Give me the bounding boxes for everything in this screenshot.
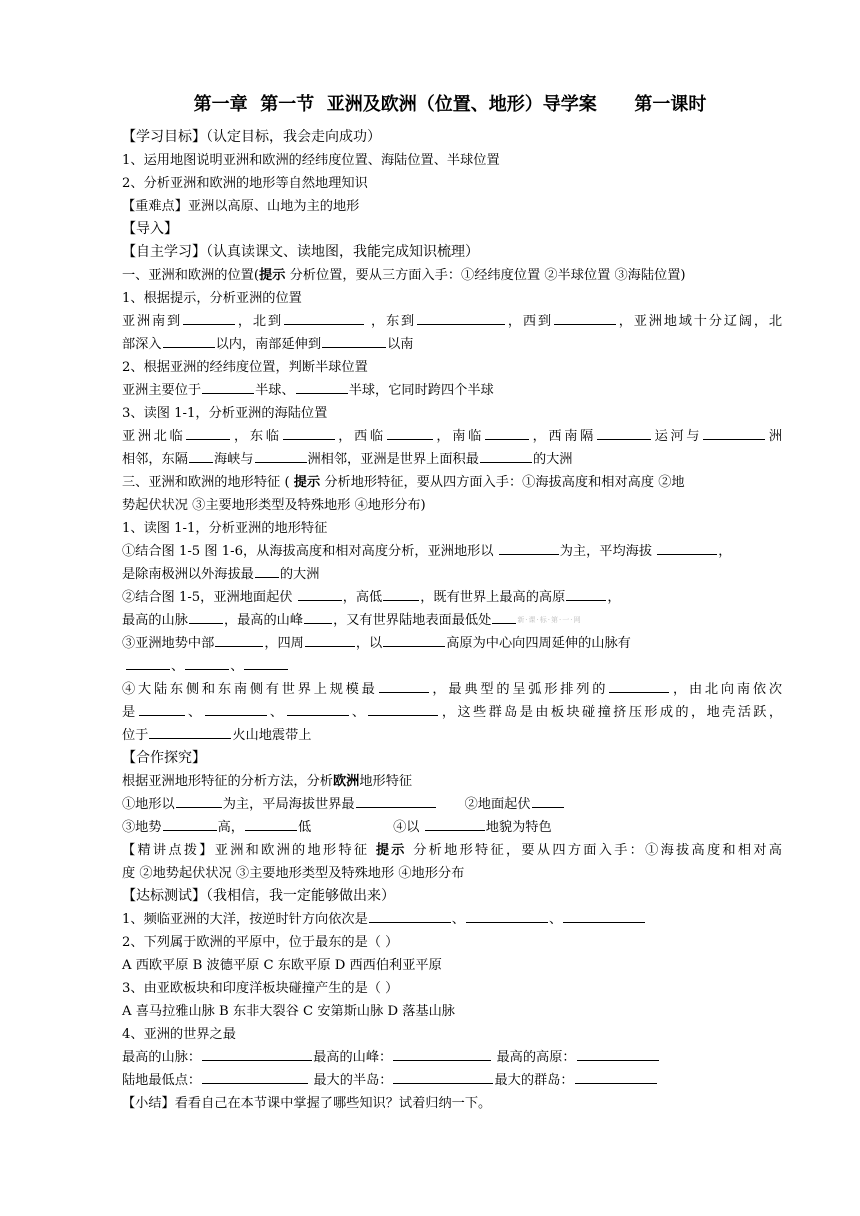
text-span: ， — [607, 590, 621, 605]
text-span: 是 — [122, 705, 138, 720]
text-span: 的大洲 — [279, 567, 320, 582]
test-question-4: 4、亚洲的世界之最 — [122, 1027, 236, 1042]
text-span: ，东临 — [231, 429, 282, 444]
text-span: 最大的半岛： — [309, 1073, 393, 1088]
blank-field[interactable] — [163, 816, 217, 831]
text-span: ，西临 — [335, 429, 386, 444]
text-span: 分析地形特征，要从四方面入手：①海拔高度和相对高度 ②地 — [320, 475, 685, 490]
blank-field[interactable] — [356, 793, 436, 808]
text-span: ，又有世界陆地表面最低处 — [333, 613, 492, 628]
page-title: 第一章 第一节 亚洲及欧洲（位置、地形）导学案 第一课时 — [193, 94, 707, 115]
blank-field[interactable] — [393, 1046, 491, 1061]
blank-field[interactable] — [657, 540, 717, 555]
text-span: 、 — [548, 912, 563, 927]
text-span: 为主，平局海拔世界最 — [222, 797, 355, 812]
text-span: 高原为中心向四周延伸的山脉有 — [446, 636, 631, 651]
cooperation-item-2 — [122, 816, 782, 839]
test-question-3-options: A 喜马拉雅山脉 B 东非大裂谷 C 安第斯山脉 D 落基山脉 — [122, 1004, 455, 1019]
question-2: 2、根据亚洲的经纬度位置，判断半球位置 — [122, 360, 368, 375]
landform-item-2-cont — [122, 609, 782, 632]
text-span: ，既有世界上最高的高原 — [420, 590, 566, 605]
text-span: 三、亚洲和欧洲的地形特征 ( — [122, 475, 294, 490]
blank-field[interactable] — [305, 632, 355, 647]
text-span: 半球，它同时跨四个半球 — [348, 383, 494, 398]
text-span: 一、亚洲和欧洲的位置( — [122, 268, 260, 283]
blank-field[interactable] — [183, 310, 235, 325]
text-span: ，最高的山峰 — [223, 613, 304, 628]
text-span: 洲相邻，亚洲是世界上面积最 — [307, 452, 479, 467]
text-span: ，西到 — [506, 314, 553, 329]
blank-field[interactable] — [139, 701, 185, 716]
blank-field[interactable] — [703, 425, 765, 440]
blank-field[interactable] — [126, 655, 170, 670]
goal-1: 1、运用地图说明亚洲和欧洲的经纬度位置、海陆位置、半球位置 — [122, 153, 500, 168]
question-3-line-b — [122, 448, 782, 471]
text-span: 是除南极洲以外海拔最 — [122, 567, 254, 582]
text-span: ，四周 — [264, 636, 304, 651]
blank-field[interactable] — [189, 448, 213, 463]
blank-field[interactable] — [577, 1046, 659, 1061]
blank-field[interactable] — [205, 701, 267, 716]
hint-label: 提示 — [293, 475, 321, 490]
text-span: 相邻，东隔 — [122, 452, 188, 467]
text-span: ①地形以 — [122, 797, 175, 812]
text-span: ，这些群岛是由板块碰撞挤压形成的，地壳活跃， — [439, 705, 783, 720]
expert-tips — [122, 839, 782, 862]
text-span: 、 — [171, 659, 185, 674]
text-span: ②地面起伏 — [464, 797, 531, 812]
question-1-line-b — [122, 333, 782, 356]
text-span: 最高的山脉： — [122, 1050, 202, 1065]
blank-field[interactable] — [566, 586, 606, 601]
text-span: 以内，南部延伸到 — [215, 337, 322, 352]
blank-field[interactable] — [255, 448, 307, 463]
text-span: 为主，平均海拔 — [559, 544, 657, 559]
blank-field[interactable] — [189, 609, 223, 624]
key-points: 【重难点】亚洲以高原、山地为主的地形 — [122, 199, 360, 214]
watermark: 新·课·标·第·一·网 — [517, 616, 582, 624]
test-header: 【达标测试】（我相信，我一定能够做出来） — [122, 888, 395, 904]
blank-field[interactable] — [176, 793, 222, 808]
text-span: ，西南隔 — [529, 429, 596, 444]
text-span: ，最典型的呈弧形排列的 — [429, 682, 609, 697]
blank-field[interactable] — [163, 333, 215, 348]
landform-item-1-cont — [122, 563, 782, 586]
text-span: ①结合图 1-5 图 1-6，从海拔高度和相对高度分析，亚洲地形以 — [122, 544, 498, 559]
text-span: ④大陆东侧和东南侧有世界上规模最 — [122, 682, 378, 697]
text-span: 根据亚洲地形特征的分析方法，分析 — [122, 774, 333, 789]
blank-field[interactable] — [149, 724, 231, 739]
blank-field[interactable] — [532, 793, 564, 808]
text-span: 以南 — [387, 337, 414, 352]
text-span: ， — [718, 544, 732, 559]
blank-field[interactable] — [554, 310, 616, 325]
self-study-header: 【自主学习】（认真读课文、读地图，我能完成知识梳理） — [122, 244, 479, 260]
text-span: 分析位置，要从三方面入手：①经纬度位置 ②半球位置 ③海陆位置) — [285, 268, 686, 283]
question-1: 1、根据提示，分析亚洲的位置 — [122, 291, 302, 306]
blank-field[interactable] — [186, 425, 230, 440]
blank-field[interactable] — [597, 425, 651, 440]
text-span: ，由北向南依次 — [670, 682, 783, 697]
text-span: ④以 — [393, 820, 424, 835]
text-span: 的大洲 — [532, 452, 573, 467]
text-span: 海峡与 — [213, 452, 254, 467]
text-span: ，南临 — [433, 429, 484, 444]
question-2-line — [122, 379, 782, 402]
landform-item-2 — [122, 586, 782, 609]
text-span: 部深入 — [122, 337, 162, 352]
text-span: 、 — [451, 912, 465, 927]
summary: 【小结】看看自己在本节课中掌握了哪些知识？试着归纳一下。 — [122, 1096, 492, 1111]
emphasis-text: 欧洲 — [333, 774, 360, 789]
text-span: 、 — [267, 705, 286, 720]
text-span: ，东到 — [364, 314, 416, 329]
blank-field[interactable] — [298, 586, 342, 601]
landform-question-1: 1、读图 1-1，分析亚洲的地形特征 — [122, 521, 328, 536]
blank-field[interactable] — [499, 540, 559, 555]
blank-field[interactable] — [287, 701, 349, 716]
blank-field[interactable] — [245, 816, 297, 831]
blank-field[interactable] — [480, 448, 532, 463]
test-question-2: 2、下列属于欧洲的平原中，位于最东的是（ ） — [122, 935, 399, 950]
question-3: 3、读图 1-1，分析亚洲的海陆位置 — [122, 406, 328, 421]
text-span: 最大的群岛： — [494, 1073, 574, 1088]
expert-tips-cont: 度 ②地势起伏状况 ③主要地形类型及特殊地形 ④地形分布 — [122, 866, 465, 881]
blank-field[interactable] — [215, 632, 263, 647]
blank-field[interactable] — [185, 655, 229, 670]
text-span: ，北到 — [236, 314, 283, 329]
landform-item-4-cont — [122, 701, 782, 724]
cooperation-item-1 — [122, 793, 782, 816]
text-span: ②结合图 1-5，亚洲地面起伏 — [122, 590, 297, 605]
text-span: 半球、 — [255, 383, 295, 398]
text-span: 低 — [297, 820, 312, 835]
question-3-line-a — [122, 425, 782, 448]
blank-field[interactable] — [244, 655, 288, 670]
text-span: ③亚洲地势中部 — [122, 636, 215, 651]
blank-field[interactable] — [296, 379, 348, 394]
blank-field[interactable] — [322, 333, 386, 348]
goals-header: 【学习目标】（认定目标，我会走向成功） — [122, 129, 381, 145]
worksheet-body — [122, 126, 782, 1115]
blank-field[interactable] — [425, 816, 485, 831]
blank-field[interactable] — [283, 425, 335, 440]
section-position-heading — [122, 264, 782, 287]
text-span: 分析地形特征，要从四方面入手：①海拔高度和相对高 — [406, 843, 782, 858]
blank-field[interactable] — [609, 678, 669, 693]
landform-item-4-end — [122, 724, 782, 747]
text-span: ，亚洲地域十分辽阔，北 — [616, 314, 783, 329]
text-span: 位于 — [122, 728, 149, 743]
text-span: 【精讲点拨】亚洲和欧洲的地形特征 — [122, 843, 376, 858]
blank-field[interactable] — [393, 1069, 493, 1084]
blank-field[interactable] — [563, 908, 645, 923]
question-1-line-a — [122, 310, 782, 333]
text-span: 最高的高原： — [492, 1050, 576, 1065]
text-span: 地貌为特色 — [485, 820, 552, 835]
text-span: 、 — [349, 705, 368, 720]
text-span: 、 — [230, 659, 244, 674]
landform-item-3 — [122, 632, 782, 655]
text-span: 最高的山脉 — [122, 613, 188, 628]
section-landform-heading — [122, 471, 782, 494]
record-row-2 — [122, 1069, 782, 1092]
blank-field[interactable] — [383, 632, 445, 647]
landform-item-1 — [122, 540, 782, 563]
blank-field[interactable] — [202, 1046, 312, 1061]
text-span: 运河与 — [651, 429, 703, 444]
blank-field[interactable] — [387, 425, 433, 440]
blank-field[interactable] — [255, 563, 279, 578]
blank-field[interactable] — [417, 310, 505, 325]
text-span: ③地势 — [122, 820, 162, 835]
text-span: 陆地最低点： — [122, 1073, 202, 1088]
landform-item-3-cont — [122, 655, 782, 678]
text-span: ，以 — [355, 636, 383, 651]
text-span: 1、频临亚洲的大洋，按逆时针方向依次是 — [122, 912, 368, 927]
text-span: 亚洲南到 — [122, 314, 183, 329]
blank-field[interactable] — [368, 701, 438, 716]
text-span: 亚洲主要位于 — [122, 383, 202, 398]
blank-field[interactable] — [202, 379, 254, 394]
hint-label: 提示 — [259, 268, 286, 283]
section-landform-heading-cont: 势起伏状况 ③主要地形类型及特殊地形 ④地形分布) — [122, 498, 426, 513]
text-span: ，高低 — [342, 590, 383, 605]
test-question-2-options: A 西欧平原 B 波德平原 C 东欧平原 D 西西伯利亚平原 — [122, 958, 442, 973]
text-span: 亚洲北临 — [122, 429, 186, 444]
record-row-1 — [122, 1046, 782, 1069]
blank-field[interactable] — [466, 908, 548, 923]
text-span: 火山地震带上 — [232, 728, 312, 743]
goal-2: 2、分析亚洲和欧洲的地形等自然地理知识 — [122, 176, 368, 191]
blank-field[interactable] — [202, 1069, 308, 1084]
test-question-3: 3、由亚欧板块和印度洋板块碰撞产生的是（ ） — [122, 981, 399, 996]
text-span: 最高的山峰： — [313, 1050, 393, 1065]
blank-field[interactable] — [492, 609, 516, 624]
landform-item-4 — [122, 678, 782, 701]
blank-field[interactable] — [485, 425, 529, 440]
text-span: 高， — [217, 820, 244, 835]
cooperation-header: 【合作探究】 — [122, 750, 206, 766]
blank-field[interactable] — [575, 1069, 657, 1084]
intro-header: 【导入】 — [122, 221, 178, 237]
text-span: 、 — [185, 705, 204, 720]
hint-label: 提示 — [375, 843, 407, 858]
text-span: 地形特征 — [359, 774, 413, 789]
blank-field[interactable] — [379, 678, 429, 693]
cooperation-intro — [122, 770, 782, 793]
blank-field[interactable] — [383, 586, 419, 601]
text-span: 洲 — [766, 429, 782, 444]
test-question-1 — [122, 908, 782, 931]
blank-field[interactable] — [304, 609, 332, 624]
blank-field[interactable] — [284, 310, 364, 325]
blank-field[interactable] — [369, 908, 451, 923]
